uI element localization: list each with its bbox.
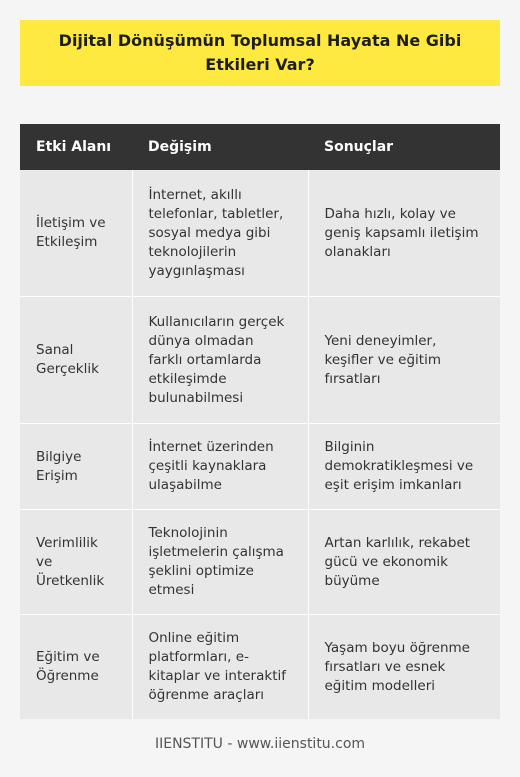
table-cell: Bilginin demokratikleşmesi ve eşit erişim imkanları xyxy=(308,424,500,510)
column-header-results: Sonuçlar xyxy=(308,124,500,170)
table-cell: Teknolojinin işletmelerin çalışma şeklini optimize etmesi xyxy=(132,510,308,615)
table-cell: Bilgiye Erişim xyxy=(20,424,132,510)
table-row xyxy=(20,424,500,510)
table-cell: İletişim ve Etkileşim xyxy=(20,170,132,297)
footer-credit: IIENSTITU - www.iienstitu.com xyxy=(154,736,366,752)
page-title: Dijital Dönüşümün Toplumsal Hayata Ne Gibi Etkileri Var? xyxy=(58,31,462,74)
column-header-impact-area: Etki Alanı xyxy=(20,124,132,170)
table-cell: İnternet, akıllı telefonlar, tabletler, sosyal medya gibi teknolojilerin yaygınlaşması xyxy=(132,170,308,297)
effects-table xyxy=(20,124,500,719)
title-banner xyxy=(20,20,500,86)
table-row xyxy=(20,170,500,297)
table-cell: Online eğitim platformları, e-kitaplar ve interaktif öğrenme araçları xyxy=(132,615,308,720)
table-cell: İnternet üzerinden çeşitli kaynaklara ulaşabilme xyxy=(132,424,308,510)
table-row xyxy=(20,615,500,720)
table-row xyxy=(20,297,500,424)
table-cell: Eğitim ve Öğrenme xyxy=(20,615,132,720)
table-cell: Kullanıcıların gerçek dünya olmadan farklı ortamlarda etkileşimde bulunabilmesi xyxy=(132,297,308,424)
table-cell: Sanal Gerçeklik xyxy=(20,297,132,424)
table-cell: Yeni deneyimler, keşifler ve eğitim fırsatları xyxy=(308,297,500,424)
table-header-row xyxy=(20,124,500,170)
table-cell: Artan karlılık, rekabet gücü ve ekonomik büyüme xyxy=(308,510,500,615)
table-row xyxy=(20,510,500,615)
table-cell: Yaşam boyu öğrenme fırsatları ve esnek eğitim modelleri xyxy=(308,615,500,720)
table-cell: Verimlilik ve Üretkenlik xyxy=(20,510,132,615)
column-header-change: Değişim xyxy=(132,124,308,170)
table-cell: Daha hızlı, kolay ve geniş kapsamlı iletişim olanakları xyxy=(308,170,500,297)
